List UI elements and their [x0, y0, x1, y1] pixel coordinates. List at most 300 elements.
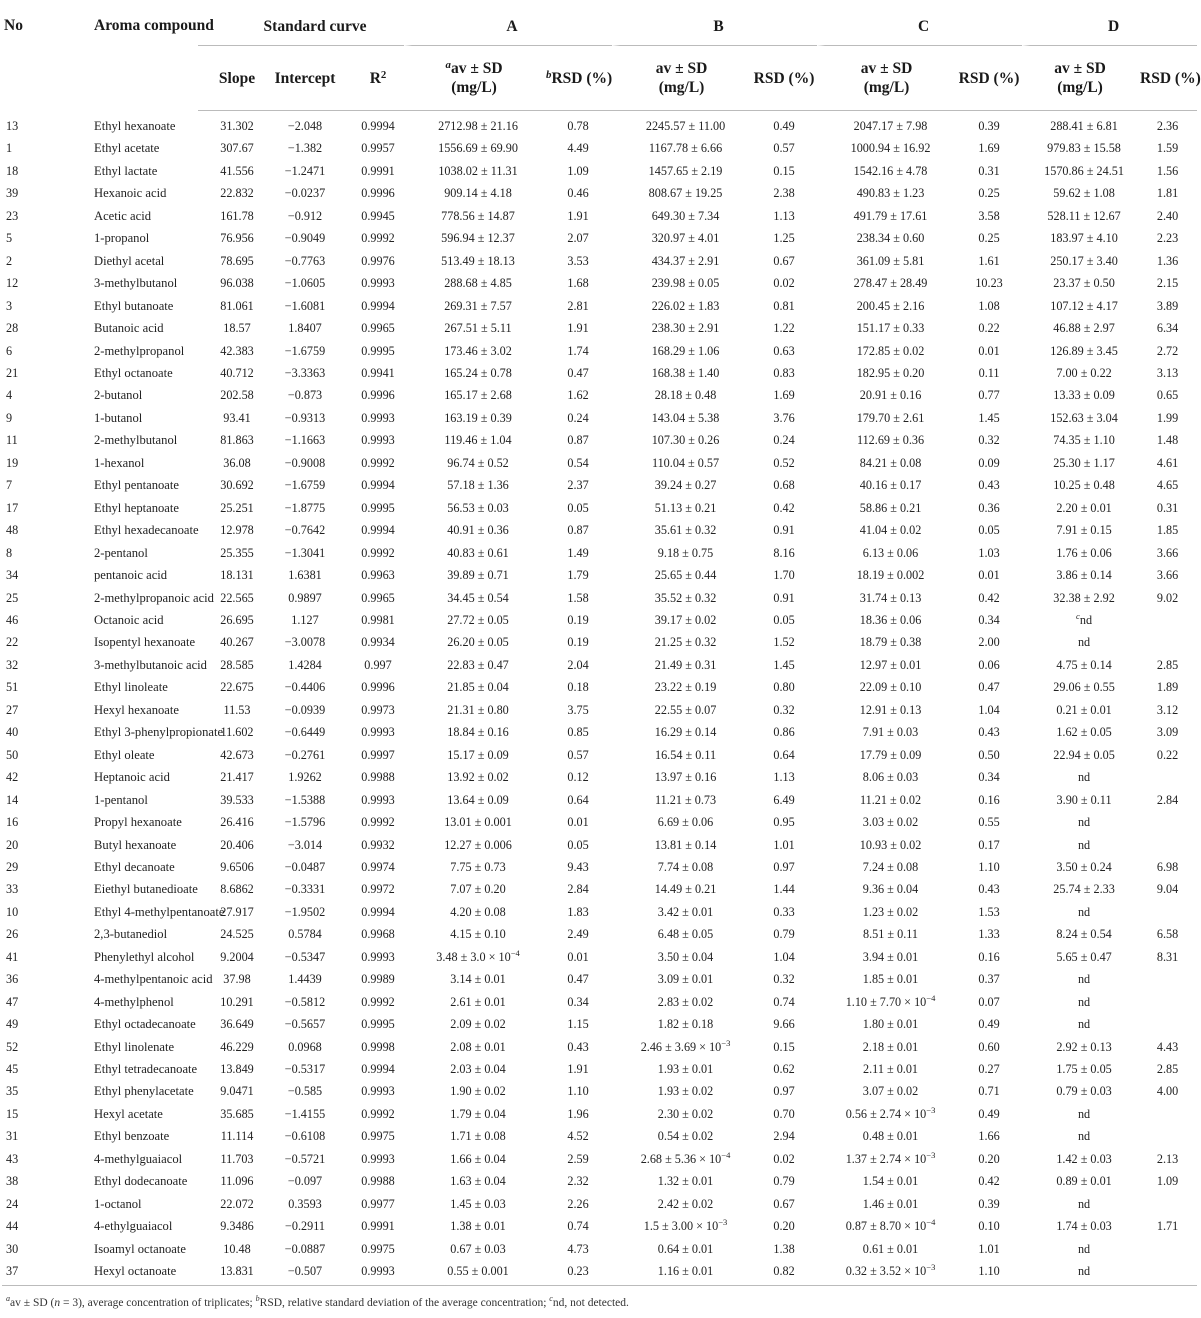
cell-no: 29: [6, 859, 19, 874]
cell-slope: 11.114: [220, 1129, 254, 1144]
cell-b-av-sd: 16.54 ± 0.11: [612, 744, 751, 766]
cell-a-rsd: 0.01: [567, 949, 589, 964]
cell-intercept: −1.5796: [284, 815, 326, 830]
cell-r2: 0.9991: [361, 1219, 395, 1234]
cell-c-av-sd: 41.04 ± 0.02: [817, 519, 956, 541]
cell-d-rsd: 1.59: [1156, 141, 1179, 156]
cell-d-rsd: [1138, 1103, 1197, 1125]
cell-b-rsd: 0.74: [773, 994, 795, 1009]
cell-r2: 0.9994: [361, 523, 395, 538]
cell-no: 5: [6, 231, 13, 246]
cell-b-rsd: 1.70: [773, 568, 795, 583]
cell-c-rsd: 1.69: [978, 141, 1000, 156]
cell-c-av-sd: 2.18 ± 0.01: [817, 1036, 956, 1058]
cell-d-av-sd: 32.38 ± 2.92: [1022, 587, 1138, 609]
cell-no: 23: [6, 208, 19, 223]
cell-c-av-sd: 172.85 ± 0.02: [817, 340, 956, 362]
cell-intercept: −1.6759: [284, 343, 326, 358]
cell-slope: 25.251: [220, 500, 254, 515]
cell-no: 36: [6, 972, 19, 987]
cell-c-av-sd: 1.46 ± 0.01: [817, 1193, 956, 1215]
cell-c-rsd: 0.01: [978, 568, 1000, 583]
header-group-b: B: [612, 8, 817, 46]
cell-c-av-sd: 2047.17 ± 7.98: [817, 111, 956, 137]
cell-intercept: −1.5388: [284, 792, 326, 807]
cell-a-av-sd: 1.79 ± 0.04: [404, 1103, 544, 1125]
footnote-b-text: RSD, relative standard deviation of the average concentration;: [259, 1297, 550, 1309]
cell-compound: Ethyl heptanoate: [94, 500, 179, 515]
header-b-av-sd-text: av ± SD: [655, 60, 708, 77]
footnote-a-mark: a: [6, 1294, 11, 1303]
cell-compound: 3-methylbutanoic acid: [94, 657, 207, 672]
cell-r2: 0.9994: [361, 904, 395, 919]
cell-c-rsd: 0.25: [978, 186, 1000, 201]
cell-d-rsd: 6.58: [1156, 927, 1179, 942]
cell-r2: 0.9992: [361, 455, 395, 470]
cell-a-rsd: 4.73: [567, 1241, 589, 1256]
cell-d-av-sd: 107.12 ± 4.17: [1022, 295, 1138, 317]
cell-a-rsd: 1.68: [567, 276, 589, 291]
cell-d-av-sd: nd: [1022, 631, 1138, 653]
cell-a-av-sd: 173.46 ± 3.02: [404, 340, 544, 362]
cell-c-av-sd: 1000.94 ± 16.92: [817, 137, 956, 159]
cell-a-av-sd: 4.15 ± 0.10: [404, 923, 544, 945]
table-row: [2, 452, 1197, 474]
table-row: [2, 1125, 1197, 1147]
cell-d-av-sd: 7.91 ± 0.15: [1022, 519, 1138, 541]
cell-d-rsd: 2.23: [1156, 231, 1179, 246]
cell-r2: 0.9992: [361, 1106, 395, 1121]
cell-compound: Ethyl octadecanoate: [94, 1017, 196, 1032]
cell-intercept: −1.3041: [284, 545, 326, 560]
cell-slope: 36.649: [220, 1017, 254, 1032]
cell-r2: 0.9941: [361, 365, 395, 380]
cell-compound: 2,3-butanediol: [94, 927, 168, 942]
cell-a-rsd: 1.15: [567, 1017, 589, 1032]
cell-d-rsd: [1138, 991, 1197, 1013]
cell-slope: 28.585: [220, 657, 254, 672]
cell-d-rsd: 1.36: [1156, 253, 1179, 268]
cell-d-rsd: 0.65: [1156, 388, 1179, 403]
cell-b-av-sd: 39.17 ± 0.02: [612, 609, 751, 631]
cell-compound: Ethyl 4-methylpentanoate: [94, 904, 225, 919]
cell-no: 1: [6, 141, 13, 156]
cell-d-rsd: [1138, 968, 1197, 990]
cell-c-av-sd: 1.54 ± 0.01: [817, 1170, 956, 1192]
table-row: [2, 1238, 1197, 1260]
cell-d-av-sd: 250.17 ± 3.40: [1022, 250, 1138, 272]
cell-slope: 41.556: [220, 163, 254, 178]
cell-compound: 4-methylpentanoic acid: [94, 972, 213, 987]
header-r2-text: R: [369, 69, 381, 87]
cell-d-rsd: [1138, 834, 1197, 856]
cell-c-rsd: 1.33: [978, 927, 1000, 942]
cell-intercept: −0.3331: [284, 882, 326, 897]
cell-d-rsd: [1138, 1125, 1197, 1147]
cell-c-av-sd: $1.10 \pm 7.70 \times 10^{-4}$: [817, 991, 956, 1013]
table-row: [2, 1036, 1197, 1058]
cell-r2: 0.9993: [361, 433, 395, 448]
cell-a-rsd: 3.53: [567, 253, 589, 268]
cell-compound: 4-methylguaiacol: [94, 1151, 183, 1166]
cell-no: 39: [6, 186, 19, 201]
cell-b-rsd: 0.05: [773, 612, 795, 627]
cell-no: 33: [6, 882, 19, 897]
cell-slope: 81.863: [220, 433, 254, 448]
cell-c-rsd: 10.23: [975, 276, 1003, 291]
cell-c-rsd: 0.42: [978, 1174, 1000, 1189]
cell-b-av-sd: 3.50 ± 0.04: [612, 946, 751, 968]
cell-a-rsd: 2.81: [567, 298, 589, 313]
table-row: [2, 407, 1197, 429]
cell-no: 19: [6, 455, 19, 470]
cell-c-rsd: 0.60: [978, 1039, 1000, 1054]
cell-a-rsd: 1.58: [567, 590, 589, 605]
cell-b-rsd: 1.45: [773, 657, 795, 672]
cell-c-rsd: 0.34: [978, 612, 1000, 627]
cell-b-rsd: 0.24: [773, 433, 795, 448]
cell-c-av-sd: 58.86 ± 0.21: [817, 497, 956, 519]
header-a-unit: (mg/L): [451, 79, 497, 96]
cell-c-rsd: 0.43: [978, 882, 1000, 897]
cell-d-av-sd: 152.63 ± 3.04: [1022, 407, 1138, 429]
cell-a-av-sd: 34.45 ± 0.54: [404, 587, 544, 609]
cell-r2: 0.9992: [361, 545, 395, 560]
cell-compound: Ethyl octanoate: [94, 365, 173, 380]
cell-b-av-sd: 16.29 ± 0.14: [612, 721, 751, 743]
cell-a-rsd: 2.37: [567, 478, 589, 493]
cell-c-av-sd: 491.79 ± 17.61: [817, 205, 956, 227]
cell-b-rsd: 0.67: [773, 253, 795, 268]
cell-compound: Ethyl tetradecanoate: [94, 1062, 198, 1077]
cell-slope: 22.832: [220, 186, 254, 201]
cell-r2: 0.9957: [361, 141, 395, 156]
cell-no: 48: [6, 523, 19, 538]
cell-b-rsd: 0.68: [773, 478, 795, 493]
cell-intercept: 0.0968: [288, 1039, 322, 1054]
cell-r2: 0.9974: [361, 859, 395, 874]
cell-no: 52: [6, 1039, 19, 1054]
cell-slope: 11.096: [220, 1174, 254, 1189]
cell-a-av-sd: 163.19 ± 0.39: [404, 407, 544, 429]
cell-no: 41: [6, 949, 19, 964]
cell-a-rsd: 0.01: [567, 815, 589, 830]
cell-c-rsd: 0.06: [978, 657, 1000, 672]
cell-c-av-sd: 20.91 ± 0.16: [817, 384, 956, 406]
cell-d-av-sd: nd: [1022, 1238, 1138, 1260]
cell-r2: 0.9934: [361, 635, 395, 650]
cell-b-av-sd: 1.82 ± 0.18: [612, 1013, 751, 1035]
cell-no: 26: [6, 927, 19, 942]
cell-d-rsd: 2.85: [1156, 657, 1179, 672]
cell-no: 6: [6, 343, 13, 358]
cell-b-av-sd: 2245.57 ± 11.00: [612, 111, 751, 137]
cell-r2: 0.9998: [361, 1039, 395, 1054]
cell-b-rsd: 0.79: [773, 1174, 795, 1189]
cell-intercept: −0.5347: [284, 949, 326, 964]
cell-slope: 27.917: [220, 904, 254, 919]
cell-a-av-sd: 909.14 ± 4.18: [404, 182, 544, 204]
cell-no: 35: [6, 1084, 19, 1099]
cell-b-rsd: 2.94: [773, 1129, 795, 1144]
cell-no: 24: [6, 1196, 19, 1211]
cell-slope: 307.67: [220, 141, 254, 156]
cell-a-av-sd: 4.20 ± 0.08: [404, 901, 544, 923]
cell-compound: 2-methylpropanoic acid: [94, 590, 214, 605]
footnote-a-text2: = 3), average concentration of triplicates;: [60, 1297, 256, 1309]
cell-b-rsd: 0.67: [773, 1196, 795, 1211]
cell-a-rsd: 1.09: [567, 163, 589, 178]
cell-b-rsd: 0.64: [773, 747, 795, 762]
cell-d-av-sd: 1.62 ± 0.05: [1022, 721, 1138, 743]
cell-a-rsd: 0.18: [567, 680, 589, 695]
cell-a-rsd: 4.49: [567, 141, 589, 156]
cell-a-av-sd: 7.07 ± 0.20: [404, 878, 544, 900]
cell-a-rsd: 4.52: [567, 1129, 589, 1144]
cell-slope: 11.53: [223, 702, 251, 717]
table-row: [2, 811, 1197, 833]
cell-no: 34: [6, 568, 19, 583]
cell-intercept: −0.6108: [284, 1129, 326, 1144]
cell-a-av-sd: 13.92 ± 0.02: [404, 766, 544, 788]
cell-d-rsd: 2.15: [1156, 276, 1179, 291]
cell-d-rsd: [1138, 1238, 1197, 1260]
cell-b-rsd: 2.38: [773, 186, 795, 201]
cell-c-rsd: 0.17: [978, 837, 1000, 852]
cell-d-av-sd: 2.20 ± 0.01: [1022, 497, 1138, 519]
cell-r2: 0.9993: [361, 949, 395, 964]
cell-intercept: −0.2761: [284, 747, 326, 762]
cell-d-av-sd: 8.24 ± 0.54: [1022, 923, 1138, 945]
cell-d-av-sd: 25.74 ± 2.33: [1022, 878, 1138, 900]
cell-d-av-sd: 1.75 ± 0.05: [1022, 1058, 1138, 1080]
cell-slope: 36.08: [223, 455, 251, 470]
cell-intercept: −1.382: [287, 141, 323, 156]
cell-b-rsd: 0.95: [773, 815, 795, 830]
cell-no: 31: [6, 1129, 19, 1144]
cell-b-rsd: 1.13: [773, 770, 795, 785]
cell-slope: 30.692: [220, 478, 254, 493]
cell-a-av-sd: 1.66 ± 0.04: [404, 1148, 544, 1170]
cell-intercept: −0.585: [287, 1084, 323, 1099]
cell-a-rsd: 1.83: [567, 904, 589, 919]
cell-b-av-sd: 22.55 ± 0.07: [612, 699, 751, 721]
cell-b-av-sd: 7.74 ± 0.08: [612, 856, 751, 878]
cell-c-rsd: 0.20: [978, 1151, 1000, 1166]
cell-a-rsd: 1.91: [567, 208, 589, 223]
cell-c-av-sd: 18.79 ± 0.38: [817, 631, 956, 653]
cell-d-rsd: [1138, 1260, 1197, 1282]
cell-b-rsd: 1.52: [773, 635, 795, 650]
cell-slope: 161.78: [220, 208, 254, 223]
table-row: [2, 317, 1197, 339]
cell-r2: 0.9994: [361, 298, 395, 313]
cell-compound: Hexyl hexanoate: [94, 702, 179, 717]
cell-b-av-sd: 239.98 ± 0.05: [612, 272, 751, 294]
cell-a-rsd: 2.84: [567, 882, 589, 897]
cell-c-av-sd: 3.07 ± 0.02: [817, 1080, 956, 1102]
table-row: [2, 519, 1197, 541]
table-row: [2, 1058, 1197, 1080]
header-d-av-sd: [1022, 46, 1138, 111]
table-row: [2, 676, 1197, 698]
cell-d-rsd: [1138, 766, 1197, 788]
cell-r2: 0.9996: [361, 186, 395, 201]
footnote-n: n: [54, 1297, 61, 1309]
cell-slope: 39.533: [220, 792, 254, 807]
cell-intercept: −0.5657: [284, 1017, 326, 1032]
cell-slope: 24.525: [220, 927, 254, 942]
cell-compound: Hexyl octanoate: [94, 1264, 177, 1279]
cell-b-av-sd: 6.48 ± 0.05: [612, 923, 751, 945]
cell-d-rsd: 3.66: [1156, 568, 1179, 583]
cell-c-av-sd: 200.45 ± 2.16: [817, 295, 956, 317]
cell-slope: 9.3486: [220, 1219, 254, 1234]
cell-b-rsd: 0.15: [773, 1039, 795, 1054]
cell-d-av-sd: 23.37 ± 0.50: [1022, 272, 1138, 294]
cell-b-av-sd: 13.97 ± 0.16: [612, 766, 751, 788]
cell-b-av-sd: 2.83 ± 0.02: [612, 991, 751, 1013]
cell-d-av-sd: nd: [1022, 1125, 1138, 1147]
table-row: [2, 1170, 1197, 1192]
cell-a-rsd: 0.47: [567, 365, 589, 380]
cell-r2: 0.9945: [361, 208, 395, 223]
cell-d-av-sd: nd: [1022, 811, 1138, 833]
cell-compound: Isopentyl hexanoate: [94, 635, 196, 650]
cell-a-av-sd: 1038.02 ± 11.31: [404, 160, 544, 182]
cell-a-rsd: 1.96: [567, 1106, 589, 1121]
cell-c-av-sd: 179.70 ± 2.61: [817, 407, 956, 429]
cell-intercept: 0.3593: [288, 1196, 322, 1211]
header-c-rsd: RSD (%): [956, 46, 1022, 111]
cell-c-rsd: 0.22: [978, 321, 1000, 336]
cell-r2: 0.9976: [361, 253, 395, 268]
cell-compound: Ethyl linolenate: [94, 1039, 175, 1054]
cell-intercept: −1.2471: [284, 163, 326, 178]
cell-d-av-sd: nd: [1022, 1193, 1138, 1215]
cell-c-av-sd: 151.17 ± 0.33: [817, 317, 956, 339]
cell-a-rsd: 1.79: [567, 568, 589, 583]
cell-c-av-sd: 18.19 ± 0.002: [817, 564, 956, 586]
cell-d-av-sd: 0.79 ± 0.03: [1022, 1080, 1138, 1102]
cell-a-av-sd: 0.67 ± 0.03: [404, 1238, 544, 1260]
cell-slope: 40.267: [220, 635, 254, 650]
cell-compound: Eiethyl butanedioate: [94, 882, 198, 897]
cell-b-av-sd: 35.61 ± 0.32: [612, 519, 751, 541]
cell-slope: 78.695: [220, 253, 254, 268]
cell-b-rsd: 0.86: [773, 725, 795, 740]
cell-no: 10: [6, 904, 19, 919]
cell-intercept: −0.912: [287, 208, 323, 223]
cell-r2: 0.9996: [361, 680, 395, 695]
cell-b-av-sd: 168.29 ± 1.06: [612, 340, 751, 362]
cell-r2: 0.9932: [361, 837, 395, 852]
cell-a-av-sd: 39.89 ± 0.71: [404, 564, 544, 586]
cell-a-rsd: 1.74: [567, 343, 589, 358]
cell-a-av-sd: 0.55 ± 0.001: [404, 1260, 544, 1282]
cell-compound: Ethyl butanoate: [94, 298, 174, 313]
cell-r2: 0.9992: [361, 231, 395, 246]
cell-intercept: 1.8407: [288, 321, 322, 336]
cell-slope: 13.849: [220, 1062, 254, 1077]
cell-c-rsd: 1.01: [978, 1241, 1000, 1256]
cell-a-av-sd: $3.48 \pm 3.0 \times 10^{-4}$: [404, 946, 544, 968]
table-bottom-rule: [2, 1285, 1197, 1286]
header-group-c: C: [817, 8, 1022, 46]
cell-b-rsd: 0.33: [773, 904, 795, 919]
cell-c-av-sd: 12.97 ± 0.01: [817, 654, 956, 676]
cell-r2: 0.9965: [361, 321, 395, 336]
cell-d-rsd: 6.34: [1156, 321, 1179, 336]
cell-d-rsd: 1.89: [1156, 680, 1179, 695]
cell-b-rsd: 0.80: [773, 680, 795, 695]
cell-d-av-sd: 183.97 ± 4.10: [1022, 227, 1138, 249]
cell-no: 2: [6, 253, 13, 268]
cell-no: 22: [6, 635, 19, 650]
cell-compound: 1-propanol: [94, 231, 150, 246]
cell-compound: Hexyl acetate: [94, 1106, 163, 1121]
cell-c-av-sd: 361.09 ± 5.81: [817, 250, 956, 272]
table-row: [2, 834, 1197, 856]
cell-c-av-sd: $1.37 \pm 2.74 \times 10^{-3}$: [817, 1148, 956, 1170]
cell-r2: 0.9995: [361, 343, 395, 358]
cell-c-av-sd: $0.56 \pm 2.74 \times 10^{-3}$: [817, 1103, 956, 1125]
cell-b-av-sd: 238.30 ± 2.91: [612, 317, 751, 339]
cell-c-av-sd: 9.36 ± 0.04: [817, 878, 956, 900]
cell-b-rsd: 0.32: [773, 702, 795, 717]
table-row: [2, 1103, 1197, 1125]
cell-intercept: −0.5721: [284, 1151, 326, 1166]
cell-intercept: −0.0939: [284, 702, 326, 717]
header-no: No: [4, 17, 23, 34]
cell-a-av-sd: 13.01 ± 0.001: [404, 811, 544, 833]
cell-intercept: −0.097: [287, 1174, 323, 1189]
cell-intercept: −3.3363: [284, 365, 326, 380]
cell-c-av-sd: 31.74 ± 0.13: [817, 587, 956, 609]
cell-b-av-sd: 649.30 ± 7.34: [612, 205, 751, 227]
table-row: [2, 587, 1197, 609]
cell-slope: 96.038: [220, 276, 254, 291]
cell-d-av-sd: nd: [1022, 834, 1138, 856]
cell-intercept: −1.8775: [284, 500, 326, 515]
cell-no: 46: [6, 612, 19, 627]
table-row: [2, 295, 1197, 317]
cell-a-av-sd: 267.51 ± 5.11: [404, 317, 544, 339]
cell-compound: 2-butanol: [94, 388, 143, 403]
cell-no: 32: [6, 657, 19, 672]
cell-b-rsd: 9.66: [773, 1017, 795, 1032]
header-group-a: A: [404, 8, 612, 46]
cell-a-rsd: 1.91: [567, 1062, 589, 1077]
cell-c-rsd: 0.43: [978, 478, 1000, 493]
cell-b-rsd: 0.02: [773, 276, 795, 291]
cell-a-rsd: 0.23: [567, 1264, 589, 1279]
cell-d-rsd: 9.04: [1156, 882, 1179, 897]
cell-c-rsd: 0.37: [978, 972, 1000, 987]
cell-d-av-sd: 288.41 ± 6.81: [1022, 111, 1138, 137]
cell-a-av-sd: 2712.98 ± 21.16: [404, 111, 544, 137]
table-row: [2, 429, 1197, 451]
cell-c-rsd: 0.36: [978, 500, 1000, 515]
cell-b-rsd: 0.02: [773, 1151, 795, 1166]
cell-slope: 22.072: [220, 1196, 254, 1211]
cell-no: 25: [6, 590, 19, 605]
cell-intercept: −1.0605: [284, 276, 326, 291]
cell-slope: 25.355: [220, 545, 254, 560]
cell-a-av-sd: 18.84 ± 0.16: [404, 721, 544, 743]
cell-c-av-sd: 3.03 ± 0.02: [817, 811, 956, 833]
cell-d-rsd: 2.84: [1156, 792, 1179, 807]
